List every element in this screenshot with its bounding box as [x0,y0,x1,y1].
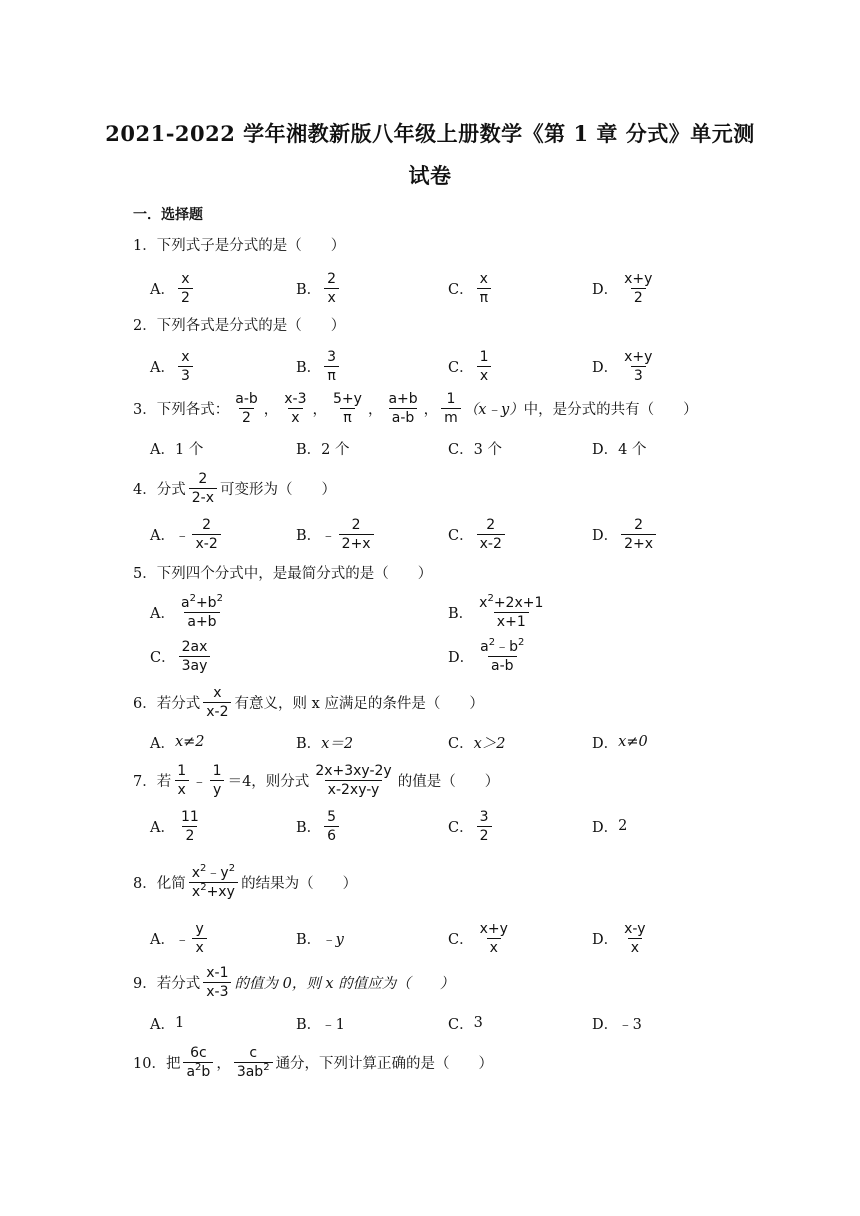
question-number: 3． [133,401,157,418]
question-1 [133,222,345,266]
q9-option-d: D． ﹣3 [592,1016,642,1033]
section-heading: 一．选择题 [133,207,203,223]
fraction: $\frac{a^2﹣b^2}{a-b}$ [480,636,525,674]
fraction: $\frac{5}{6}$ [324,808,339,845]
doc-title-line2: 试卷 [408,163,452,188]
q5-option-a: A． $\frac{a^2+b^2}{a+b}$ [150,590,229,634]
fraction: $\frac{x}{x-2}$ [203,684,231,721]
fraction: $\frac{2}{x-2}$ [192,516,220,553]
question-7: 7． 若 $\frac{1}{x}$ ﹣ $\frac{1}{y}$ ＝4，则分式 $\frac{2x+3xy-2y}{x-2xy-y}$ 的值是（ ） [133,762,500,798]
q5-option-d: D． $\frac{a^2﹣b^2}{a-b}$ [448,634,530,678]
fraction: $\frac{1}{x}$ [477,348,492,385]
fraction: $\frac{2}{2+x}$ [621,516,656,553]
q9-option-b: B． ﹣1 [296,1016,345,1033]
q6-option-a: A． x≠2 [150,734,205,752]
q7-option-c: C． $\frac{3}{2}$ [448,804,495,848]
q7-option-d: D． 2 [592,818,628,836]
fraction: $\frac{a+b}{a-b}$ [388,390,418,426]
question-number: 9． [133,975,157,992]
fraction: $\frac{c}{3ab^2}$ [234,1044,273,1081]
q5-option-c: C． $\frac{2ax}{3ay}$ [150,634,213,678]
q4-option-c: C． $\frac{2}{x-2}$ [448,512,508,556]
q8-option-b: B． ﹣y [296,931,344,948]
fraction: $\frac{2}{x}$ [324,270,339,307]
q9-option-a: A． 1 [150,1015,185,1033]
q7-option-b: B． $\frac{5}{6}$ [296,804,342,848]
fraction: $\frac{x+y}{x}$ [479,920,508,956]
fraction: $\frac{x+y}{3}$ [624,348,653,384]
q8-option-c: C． $\frac{x+y}{x}$ [448,916,514,960]
question-text: 下列各式是分式的是（ ） [156,317,346,334]
q6-option-c: C． x＞2 [448,735,506,752]
q2-option-c: C． $\frac{1}{x}$ [448,344,495,388]
fraction: $\frac{a^2+b^2}{a+b}$ [180,592,223,630]
q8-option-d: D． $\frac{x-y}{x}$ [592,916,652,960]
q4-option-d: D． $\frac{2}{2+x}$ [592,512,659,556]
q2-option-a: A． $\frac{x}{3}$ [150,344,196,388]
fraction: $\frac{2x+3xy-2y}{x-2xy-y}$ [315,762,392,798]
fraction: $\frac{6c}{a^2b}$ [183,1044,213,1081]
fraction: $\frac{x-y}{x}$ [624,920,646,956]
question-4: 4． 分式 $\frac{2}{2-x}$ 可变形为（ ） [133,470,336,506]
fraction: $\frac{a-b}{2}$ [235,390,258,426]
fraction: $\frac{2}{x-2}$ [477,516,505,553]
fraction: $\frac{x}{\pi}$ [477,270,491,307]
q3-option-a: A． 1 个 [150,441,204,458]
fraction: $\frac{x}{3}$ [178,348,193,385]
q2-option-b: B． $\frac{3}{\pi}$ [296,344,342,388]
fraction: $\frac{x+y}{2}$ [624,270,653,306]
q3-option-c: C． 3 个 [448,441,502,458]
question-number: 8． [133,875,157,892]
fraction: $\frac{x^2+2x+1}{x+1}$ [479,592,544,630]
question-6: 6． 若分式 $\frac{x}{x-2}$ 有意义，则 x 应满足的条件是（ ） [133,684,484,720]
fraction: $\frac{11}{2}$ [180,808,199,844]
question-10: 10． 把 $\frac{6c}{a^2b}$ ， $\frac{c}{3ab^2}$ 通分，下列计算正确的是（ ） [133,1044,494,1080]
q1-option-d: D． $\frac{x+y}{2}$ [592,266,658,310]
fraction: $\frac{1}{x}$ [174,762,189,799]
fraction: $\frac{y}{x}$ [192,920,206,957]
fraction: $\frac{2}{2-x}$ [189,470,217,507]
q9-option-c: C． 3 [448,1015,483,1033]
fraction: $\frac{x}{2}$ [178,270,193,307]
q1-option-b: B． $\frac{2}{x}$ [296,266,342,310]
q3-option-b: B． 2 个 [296,441,350,458]
question-2 [133,302,345,346]
question-text: 下列式子是分式的是（ ） [156,237,346,254]
q8-option-a: A． ﹣ $\frac{y}{x}$ [150,916,210,960]
question-8: 8． 化简 $\frac{x^2﹣y^2}{x^2+xy}$ 的结果为（ ） [133,862,358,900]
q3-option-d: D． 4 个 [592,441,647,458]
question-number: 7． [133,773,157,790]
fraction: $\frac{x^2﹣y^2}{x^2+xy}$ [189,864,238,901]
question-3: 3． 下列各式： $\frac{a-b}{2}$ ， $\frac{x-3}{x}$ ， $\frac{5+y}{\pi}$ ， $\frac{a+b}{a-b}$ ， $\frac{1}{m}$ （x﹣y） 中，是分式的共有（ ） [133,390,698,426]
q1-option-c: C． $\frac{x}{\pi}$ [448,266,494,310]
question-number: 10． [133,1055,166,1072]
q6-option-d: D． x≠0 [592,734,648,752]
q6-option-b: B． x＝2 [296,735,354,752]
fraction: $\frac{x-3}{x}$ [284,390,307,426]
fraction: $\frac{2ax}{3ay}$ [179,638,211,675]
fraction: $\frac{x-1}{x-3}$ [203,964,231,1001]
question-number: 4． [133,481,157,498]
q4-option-b: B． ﹣ $\frac{2}{2+x}$ [296,512,377,556]
question-9: 9． 若分式 $\frac{x-1}{x-3}$ 的值为 0，则 x 的值应为（ ） [133,964,455,1000]
question-number: 6． [133,695,157,712]
q5-option-b: B． $\frac{x^2+2x+1}{x+1}$ [448,590,549,634]
fraction: $\frac{2}{2+x}$ [339,516,374,553]
question-number: 5． [133,565,157,582]
fraction: $\frac{3}{2}$ [477,808,492,845]
question-number: 2． [133,317,157,334]
question-5: 5． 下列四个分式中，是最简分式的是（ ） [133,550,432,594]
fraction: $\frac{1}{y}$ [210,762,225,799]
q7-option-a: A． $\frac{11}{2}$ [150,804,205,848]
question-number: 1． [133,237,157,254]
fraction: $\frac{3}{\pi}$ [324,348,339,385]
q2-option-d: D． $\frac{x+y}{3}$ [592,344,658,388]
fraction: $\frac{1}{m}$ [441,390,461,427]
q4-option-a: A． ﹣ $\frac{2}{x-2}$ [150,512,224,556]
fraction: $\frac{5+y}{\pi}$ [333,390,362,426]
doc-title-line1: 2021-2022 学年湘教新版八年级上册数学《第 1 章 分式》单元测 [105,121,755,146]
q1-option-a: A． $\frac{x}{2}$ [150,266,196,310]
